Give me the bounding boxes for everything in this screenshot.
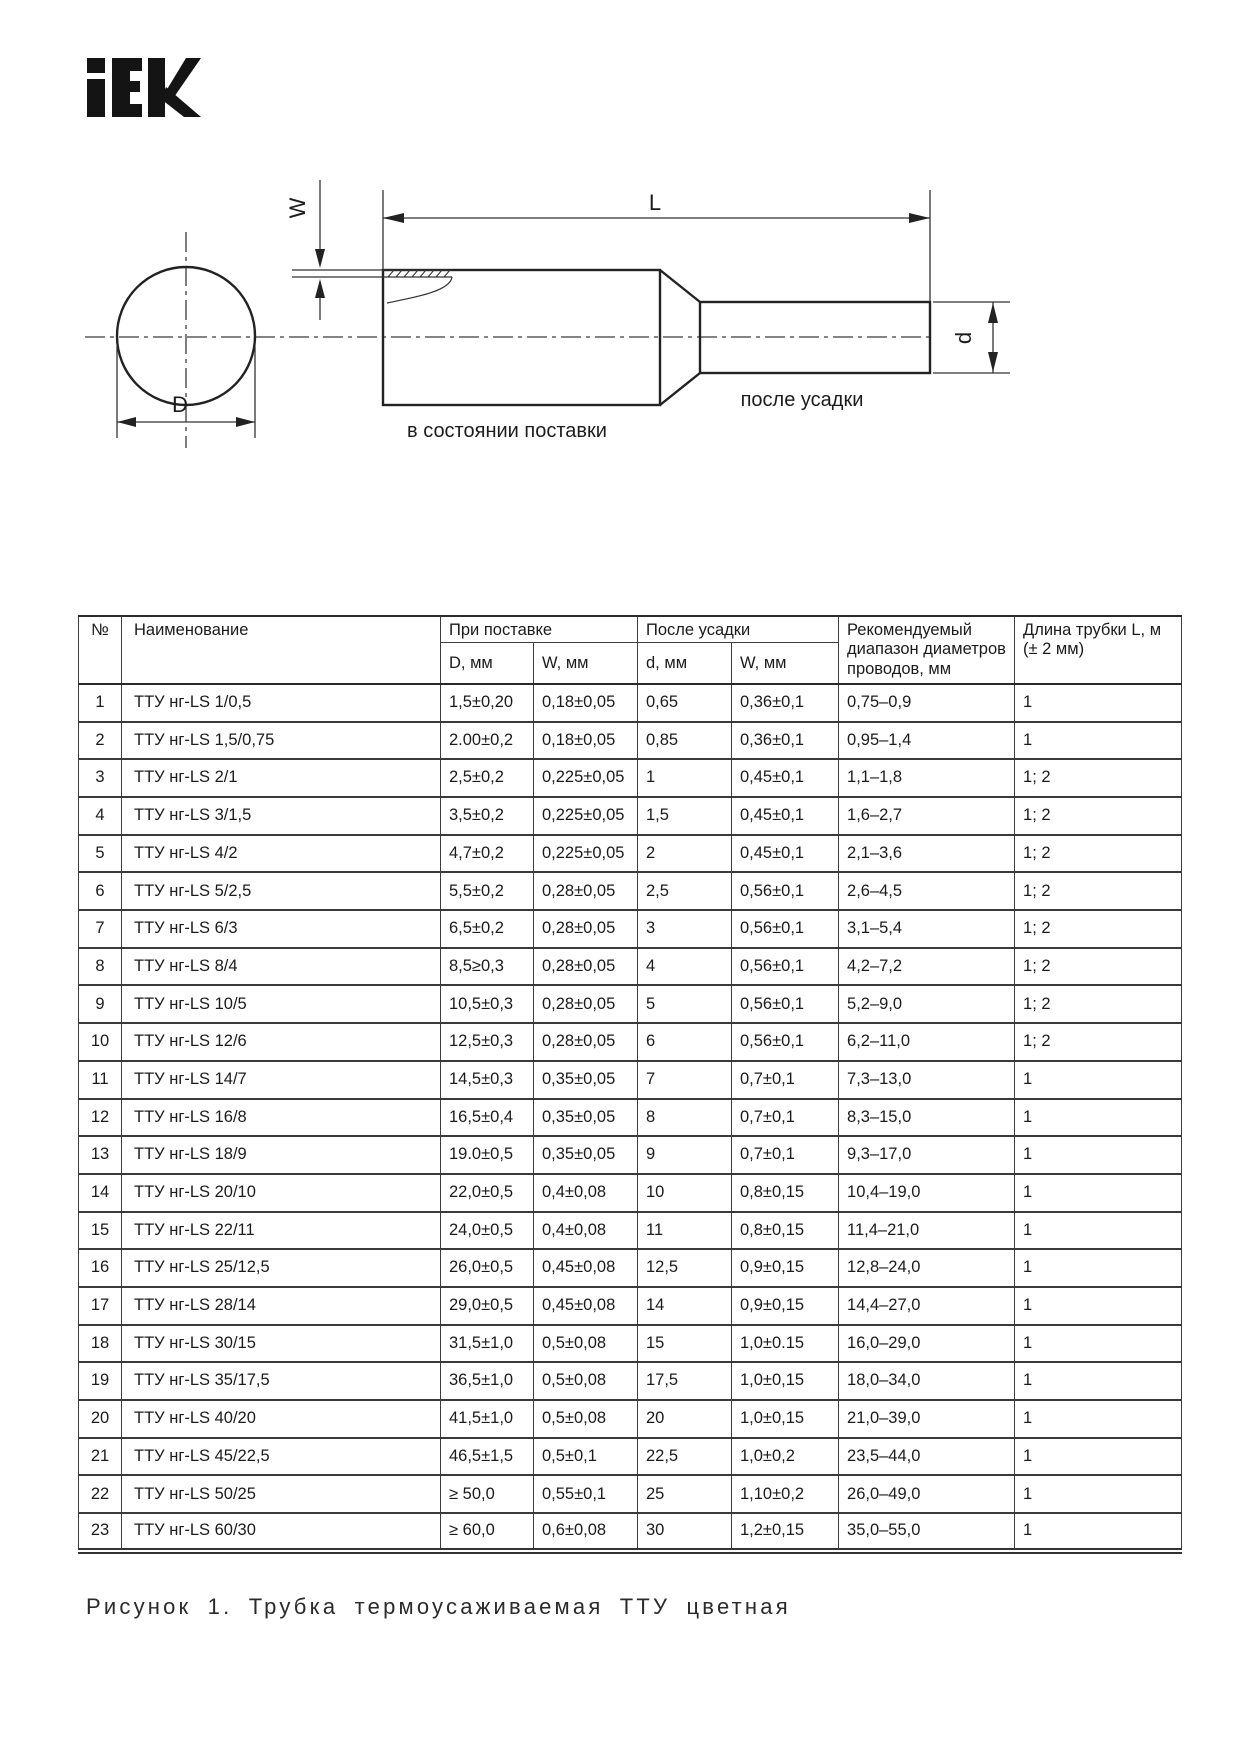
cell-num: 11 bbox=[79, 1061, 122, 1099]
cell-recommended-range: 23,5–44,0 bbox=[839, 1438, 1015, 1476]
table-row bbox=[79, 759, 1182, 797]
cell-tube-length: 1 bbox=[1015, 1400, 1182, 1438]
cell-recommended-range: 5,2–9,0 bbox=[839, 985, 1015, 1023]
cell-name: ТТУ нг-LS 6/3 bbox=[122, 910, 441, 948]
cell-tube-length: 1 bbox=[1015, 1475, 1182, 1513]
cell-tube-length: 1; 2 bbox=[1015, 948, 1182, 986]
cell-name: ТТУ нг-LS 3/1,5 bbox=[122, 797, 441, 835]
cell-num: 1 bbox=[79, 684, 122, 722]
table-row bbox=[79, 1249, 1182, 1287]
cell-name: ТТУ нг-LS 20/10 bbox=[122, 1174, 441, 1212]
cell-num: 18 bbox=[79, 1325, 122, 1363]
table-row bbox=[79, 1400, 1182, 1438]
cell-D-delivery: 26,0±0,5 bbox=[441, 1249, 534, 1287]
spec-table-container bbox=[78, 615, 1181, 1554]
cell-W-delivery: 0,35±0,05 bbox=[534, 1099, 638, 1137]
cell-name: ТТУ нг-LS 14/7 bbox=[122, 1061, 441, 1099]
cell-name: ТТУ нг-LS 18/9 bbox=[122, 1136, 441, 1174]
cell-recommended-range: 1,6–2,7 bbox=[839, 797, 1015, 835]
cell-recommended-range: 16,0–29,0 bbox=[839, 1325, 1015, 1363]
cell-d-shrink: 0,85 bbox=[638, 722, 732, 760]
cell-D-delivery: 5,5±0,2 bbox=[441, 872, 534, 910]
cell-D-delivery: 22,0±0,5 bbox=[441, 1174, 534, 1212]
cell-recommended-range: 0,75–0,9 bbox=[839, 684, 1015, 722]
cell-recommended-range: 1,1–1,8 bbox=[839, 759, 1015, 797]
cell-name: ТТУ нг-LS 25/12,5 bbox=[122, 1249, 441, 1287]
col-header-recommended-range: Рекомендуемый диапазон диаметров проводов, мм bbox=[839, 616, 1015, 684]
cell-W-delivery: 0,28±0,05 bbox=[534, 948, 638, 986]
col-header-name: Наименование bbox=[122, 616, 441, 684]
cell-W-shrink: 0,7±0,1 bbox=[732, 1099, 839, 1137]
cell-W-delivery: 0,35±0,05 bbox=[534, 1136, 638, 1174]
dim-label-L: L bbox=[648, 190, 662, 215]
table-row bbox=[79, 1513, 1182, 1551]
table-row bbox=[79, 1212, 1182, 1250]
cell-W-shrink: 0,45±0,1 bbox=[732, 835, 839, 873]
cell-tube-length: 1; 2 bbox=[1015, 759, 1182, 797]
cell-W-shrink: 0,56±0,1 bbox=[732, 948, 839, 986]
cell-tube-length: 1 bbox=[1015, 1287, 1182, 1325]
cell-W-delivery: 0,4±0,08 bbox=[534, 1212, 638, 1250]
d-arrow-right bbox=[236, 417, 255, 427]
cell-name: ТТУ нг-LS 22/11 bbox=[122, 1212, 441, 1250]
cell-tube-length: 1 bbox=[1015, 1362, 1182, 1400]
cell-W-delivery: 0,5±0,08 bbox=[534, 1362, 638, 1400]
cell-name: ТТУ нг-LS 50/25 bbox=[122, 1475, 441, 1513]
cell-d-shrink: 7 bbox=[638, 1061, 732, 1099]
cell-d-shrink: 20 bbox=[638, 1400, 732, 1438]
cell-recommended-range: 4,2–7,2 bbox=[839, 948, 1015, 986]
cell-D-delivery: 1,5±0,20 bbox=[441, 684, 534, 722]
subcol-header-D-mm: D, мм bbox=[441, 643, 534, 684]
figure-caption: Рисунок 1. Трубка термоусаживаемая ТТУ цветная bbox=[86, 1594, 791, 1619]
small-d-arrow-up bbox=[988, 303, 998, 323]
cell-tube-length: 1 bbox=[1015, 1174, 1182, 1212]
cell-W-shrink: 0,45±0,1 bbox=[732, 797, 839, 835]
cell-W-shrink: 1,0±0,15 bbox=[732, 1400, 839, 1438]
cell-recommended-range: 6,2–11,0 bbox=[839, 1023, 1015, 1061]
cell-W-delivery: 0,4±0,08 bbox=[534, 1174, 638, 1212]
cell-recommended-range: 14,4–27,0 bbox=[839, 1287, 1015, 1325]
cell-W-delivery: 0,18±0,05 bbox=[534, 722, 638, 760]
cell-recommended-range: 11,4–21,0 bbox=[839, 1212, 1015, 1250]
cell-recommended-range: 18,0–34,0 bbox=[839, 1362, 1015, 1400]
cell-W-shrink: 1,10±0,2 bbox=[732, 1475, 839, 1513]
table-row bbox=[79, 910, 1182, 948]
cell-num: 22 bbox=[79, 1475, 122, 1513]
subcol-header-W-mm-shrink: W, мм bbox=[732, 643, 839, 684]
col-header-num: № bbox=[79, 616, 122, 684]
cell-W-shrink: 0,56±0,1 bbox=[732, 872, 839, 910]
cell-name: ТТУ нг-LS 12/6 bbox=[122, 1023, 441, 1061]
table-row bbox=[79, 985, 1182, 1023]
after-shrink-label: после усадки bbox=[740, 389, 864, 411]
cell-num: 8 bbox=[79, 948, 122, 986]
cell-num: 6 bbox=[79, 872, 122, 910]
supply-state-label: в состоянии поставки bbox=[407, 420, 607, 442]
cell-name: ТТУ нг-LS 1,5/0,75 bbox=[122, 722, 441, 760]
cell-W-shrink: 0,45±0,1 bbox=[732, 759, 839, 797]
cell-W-shrink: 0,9±0,15 bbox=[732, 1287, 839, 1325]
cell-W-delivery: 0,6±0,08 bbox=[534, 1513, 638, 1551]
cell-tube-length: 1 bbox=[1015, 1136, 1182, 1174]
cell-W-delivery: 0,225±0,05 bbox=[534, 835, 638, 873]
l-arrow-right bbox=[909, 213, 930, 223]
cell-d-shrink: 12,5 bbox=[638, 1249, 732, 1287]
cell-name: ТТУ нг-LS 8/4 bbox=[122, 948, 441, 986]
cell-W-delivery: 0,225±0,05 bbox=[534, 759, 638, 797]
cell-num: 9 bbox=[79, 985, 122, 1023]
cell-name: ТТУ нг-LS 4/2 bbox=[122, 835, 441, 873]
cell-tube-length: 1 bbox=[1015, 1249, 1182, 1287]
cell-tube-length: 1; 2 bbox=[1015, 835, 1182, 873]
table-row bbox=[79, 1362, 1182, 1400]
cell-W-delivery: 0,28±0,05 bbox=[534, 985, 638, 1023]
cell-num: 19 bbox=[79, 1362, 122, 1400]
table-row bbox=[79, 684, 1182, 722]
cell-name: ТТУ нг-LS 28/14 bbox=[122, 1287, 441, 1325]
cell-recommended-range: 3,1–5,4 bbox=[839, 910, 1015, 948]
cell-W-delivery: 0,28±0,05 bbox=[534, 872, 638, 910]
cell-d-shrink: 6 bbox=[638, 1023, 732, 1061]
cell-tube-length: 1; 2 bbox=[1015, 910, 1182, 948]
cell-tube-length: 1; 2 bbox=[1015, 872, 1182, 910]
subcol-header-W-mm-delivery: W, мм bbox=[534, 643, 638, 684]
cell-d-shrink: 25 bbox=[638, 1475, 732, 1513]
technical-drawing bbox=[0, 0, 1244, 560]
cell-tube-length: 1 bbox=[1015, 1325, 1182, 1363]
cell-num: 12 bbox=[79, 1099, 122, 1137]
cell-W-delivery: 0,5±0,08 bbox=[534, 1325, 638, 1363]
cell-name: ТТУ нг-LS 10/5 bbox=[122, 985, 441, 1023]
cell-D-delivery: 2.00±0,2 bbox=[441, 722, 534, 760]
dim-label-W: W bbox=[285, 197, 310, 219]
col-header-after-shrink: После усадки bbox=[638, 616, 839, 643]
d-arrow-left bbox=[117, 417, 136, 427]
l-arrow-left bbox=[383, 213, 404, 223]
cell-recommended-range: 0,95–1,4 bbox=[839, 722, 1015, 760]
cell-W-delivery: 0,55±0,1 bbox=[534, 1475, 638, 1513]
cell-num: 16 bbox=[79, 1249, 122, 1287]
cell-D-delivery: 16,5±0,4 bbox=[441, 1099, 534, 1137]
cell-W-shrink: 0,9±0,15 bbox=[732, 1249, 839, 1287]
cell-recommended-range: 2,1–3,6 bbox=[839, 835, 1015, 873]
cell-d-shrink: 15 bbox=[638, 1325, 732, 1363]
cell-num: 13 bbox=[79, 1136, 122, 1174]
cell-W-delivery: 0,5±0,1 bbox=[534, 1438, 638, 1476]
table-row bbox=[79, 1287, 1182, 1325]
cell-num: 21 bbox=[79, 1438, 122, 1476]
cell-d-shrink: 8 bbox=[638, 1099, 732, 1137]
cell-recommended-range: 8,3–15,0 bbox=[839, 1099, 1015, 1137]
table-row bbox=[79, 1023, 1182, 1061]
table-row bbox=[79, 1174, 1182, 1212]
cell-D-delivery: 3,5±0,2 bbox=[441, 797, 534, 835]
cell-d-shrink: 5 bbox=[638, 985, 732, 1023]
table-row bbox=[79, 1438, 1182, 1476]
table-row bbox=[79, 1475, 1182, 1513]
cell-W-shrink: 1,0±0,2 bbox=[732, 1438, 839, 1476]
cell-d-shrink: 17,5 bbox=[638, 1362, 732, 1400]
cell-D-delivery: 29,0±0,5 bbox=[441, 1287, 534, 1325]
cell-tube-length: 1; 2 bbox=[1015, 797, 1182, 835]
cell-name: ТТУ нг-LS 35/17,5 bbox=[122, 1362, 441, 1400]
cell-num: 20 bbox=[79, 1400, 122, 1438]
cell-d-shrink: 11 bbox=[638, 1212, 732, 1250]
cell-name: ТТУ нг-LS 45/22,5 bbox=[122, 1438, 441, 1476]
cell-W-shrink: 0,7±0,1 bbox=[732, 1061, 839, 1099]
cell-name: ТТУ нг-LS 2/1 bbox=[122, 759, 441, 797]
cell-d-shrink: 10 bbox=[638, 1174, 732, 1212]
cell-D-delivery: 19.0±0,5 bbox=[441, 1136, 534, 1174]
cell-W-delivery: 0,28±0,05 bbox=[534, 910, 638, 948]
cell-W-delivery: 0,45±0,08 bbox=[534, 1249, 638, 1287]
cell-num: 4 bbox=[79, 797, 122, 835]
cell-name: ТТУ нг-LS 5/2,5 bbox=[122, 872, 441, 910]
cell-name: ТТУ нг-LS 60/30 bbox=[122, 1513, 441, 1551]
cell-W-delivery: 0,45±0,08 bbox=[534, 1287, 638, 1325]
cell-d-shrink: 9 bbox=[638, 1136, 732, 1174]
cell-tube-length: 1 bbox=[1015, 1513, 1182, 1551]
wall-section-detail bbox=[292, 270, 452, 303]
cell-W-shrink: 1,0±0,15 bbox=[732, 1362, 839, 1400]
table-body bbox=[79, 684, 1182, 1551]
cell-d-shrink: 3 bbox=[638, 910, 732, 948]
cell-num: 15 bbox=[79, 1212, 122, 1250]
iek-logo bbox=[87, 58, 201, 117]
cell-D-delivery: 14,5±0,3 bbox=[441, 1061, 534, 1099]
spec-table bbox=[78, 615, 1182, 1554]
cell-D-delivery: 31,5±1,0 bbox=[441, 1325, 534, 1363]
cell-tube-length: 1 bbox=[1015, 1061, 1182, 1099]
cell-d-shrink: 22,5 bbox=[638, 1438, 732, 1476]
cell-d-shrink: 1,5 bbox=[638, 797, 732, 835]
cell-num: 7 bbox=[79, 910, 122, 948]
cell-num: 3 bbox=[79, 759, 122, 797]
cell-D-delivery: 46,5±1,5 bbox=[441, 1438, 534, 1476]
cell-W-shrink: 1,0±0.15 bbox=[732, 1325, 839, 1363]
cell-recommended-range: 26,0–49,0 bbox=[839, 1475, 1015, 1513]
cell-D-delivery: 24,0±0,5 bbox=[441, 1212, 534, 1250]
cell-D-delivery: 36,5±1,0 bbox=[441, 1362, 534, 1400]
table-row bbox=[79, 722, 1182, 760]
cell-d-shrink: 0,65 bbox=[638, 684, 732, 722]
table-row bbox=[79, 948, 1182, 986]
cell-tube-length: 1 bbox=[1015, 1099, 1182, 1137]
cell-D-delivery: 2,5±0,2 bbox=[441, 759, 534, 797]
cell-W-shrink: 0,7±0,1 bbox=[732, 1136, 839, 1174]
cell-recommended-range: 2,6–4,5 bbox=[839, 872, 1015, 910]
cell-num: 17 bbox=[79, 1287, 122, 1325]
cell-name: ТТУ нг-LS 1/0,5 bbox=[122, 684, 441, 722]
cell-D-delivery: 12,5±0,3 bbox=[441, 1023, 534, 1061]
cell-num: 2 bbox=[79, 722, 122, 760]
cell-d-shrink: 30 bbox=[638, 1513, 732, 1551]
cell-tube-length: 1 bbox=[1015, 722, 1182, 760]
subcol-header-d-mm: d, мм bbox=[638, 643, 732, 684]
cell-W-shrink: 0,56±0,1 bbox=[732, 1023, 839, 1061]
cell-W-delivery: 0,5±0,08 bbox=[534, 1400, 638, 1438]
cell-W-delivery: 0,18±0,05 bbox=[534, 684, 638, 722]
cell-recommended-range: 21,0–39,0 bbox=[839, 1400, 1015, 1438]
cell-W-shrink: 0,8±0,15 bbox=[732, 1212, 839, 1250]
table-row bbox=[79, 797, 1182, 835]
cell-D-delivery: 10,5±0,3 bbox=[441, 985, 534, 1023]
table-row bbox=[79, 872, 1182, 910]
cell-tube-length: 1 bbox=[1015, 1212, 1182, 1250]
cell-D-delivery: 8,5≥0,3 bbox=[441, 948, 534, 986]
cell-W-shrink: 0,56±0,1 bbox=[732, 985, 839, 1023]
table-row bbox=[79, 1061, 1182, 1099]
table-row bbox=[79, 835, 1182, 873]
cell-recommended-range: 7,3–13,0 bbox=[839, 1061, 1015, 1099]
dim-label-small-d: d bbox=[951, 331, 976, 345]
cell-num: 10 bbox=[79, 1023, 122, 1061]
cell-d-shrink: 4 bbox=[638, 948, 732, 986]
cell-W-shrink: 0,36±0,1 bbox=[732, 722, 839, 760]
col-header-at-delivery: При поставке bbox=[441, 616, 638, 643]
cell-W-shrink: 0,8±0,15 bbox=[732, 1174, 839, 1212]
cell-num: 5 bbox=[79, 835, 122, 873]
cell-W-shrink: 0,36±0,1 bbox=[732, 684, 839, 722]
cell-D-delivery: ≥ 60,0 bbox=[441, 1513, 534, 1551]
table-row bbox=[79, 1325, 1182, 1363]
cell-D-delivery: 4,7±0,2 bbox=[441, 835, 534, 873]
w-arrow-up bbox=[315, 279, 325, 298]
cell-D-delivery: 41,5±1,0 bbox=[441, 1400, 534, 1438]
cell-num: 14 bbox=[79, 1174, 122, 1212]
cell-W-delivery: 0,225±0,05 bbox=[534, 797, 638, 835]
cell-d-shrink: 2 bbox=[638, 835, 732, 873]
w-arrow-down bbox=[315, 249, 325, 268]
small-d-arrow-down bbox=[988, 352, 998, 372]
col-header-tube-length: Длина трубки L, м (± 2 мм) bbox=[1015, 616, 1182, 684]
cell-tube-length: 1 bbox=[1015, 1438, 1182, 1476]
cell-name: ТТУ нг-LS 16/8 bbox=[122, 1099, 441, 1137]
cell-D-delivery: 6,5±0,2 bbox=[441, 910, 534, 948]
cell-W-delivery: 0,28±0,05 bbox=[534, 1023, 638, 1061]
cell-recommended-range: 10,4–19,0 bbox=[839, 1174, 1015, 1212]
cell-W-delivery: 0,35±0,05 bbox=[534, 1061, 638, 1099]
cell-num: 23 bbox=[79, 1513, 122, 1551]
cell-d-shrink: 14 bbox=[638, 1287, 732, 1325]
cell-d-shrink: 1 bbox=[638, 759, 732, 797]
cell-recommended-range: 12,8–24,0 bbox=[839, 1249, 1015, 1287]
cell-name: ТТУ нг-LS 30/15 bbox=[122, 1325, 441, 1363]
centerlines bbox=[85, 232, 930, 448]
cell-D-delivery: ≥ 50,0 bbox=[441, 1475, 534, 1513]
cell-W-shrink: 1,2±0,15 bbox=[732, 1513, 839, 1551]
table-row bbox=[79, 1099, 1182, 1137]
cell-d-shrink: 2,5 bbox=[638, 872, 732, 910]
dim-label-D: D bbox=[172, 392, 188, 417]
cell-recommended-range: 35,0–55,0 bbox=[839, 1513, 1015, 1551]
cell-name: ТТУ нг-LS 40/20 bbox=[122, 1400, 441, 1438]
cell-recommended-range: 9,3–17,0 bbox=[839, 1136, 1015, 1174]
cell-tube-length: 1; 2 bbox=[1015, 985, 1182, 1023]
cell-tube-length: 1; 2 bbox=[1015, 1023, 1182, 1061]
table-row bbox=[79, 1136, 1182, 1174]
cell-tube-length: 1 bbox=[1015, 684, 1182, 722]
cell-W-shrink: 0,56±0,1 bbox=[732, 910, 839, 948]
